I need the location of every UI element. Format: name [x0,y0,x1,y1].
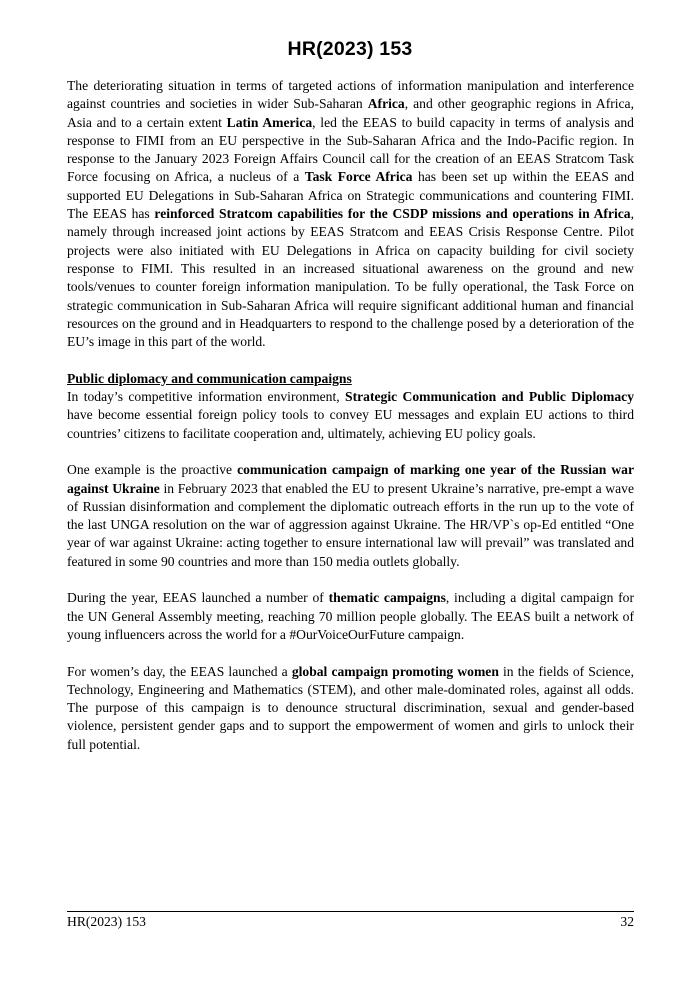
body-paragraph [67,461,634,571]
text-run: One example is the proactive [67,462,238,478]
page-title: HR(2023) 153 [287,38,413,60]
document-body [67,77,634,772]
text-run: , namely through increased joint actions by EEAS Stratcom and EEAS Crisis Response Centre. Pilot projects were also initiated with EU Delegations in Africa on capacity building for civil society response to FIMI. This resulted in an increased situational awareness on the ground and new tools/venues to counter foreign information manipulation. To be fully operational, the Task Force on strategic communication in Sub-Saharan Africa will require significant additional human and financial resources on the ground and in Headquarters to respond to the challenge posed by a deterioration of the EU’s image in this part of the world. [67,206,635,350]
bold-text: communication campaign of marking one year of the Russian war against Ukraine [67,462,634,496]
body-paragraph [67,589,634,644]
footer-divider [67,911,634,912]
body-paragraph [67,663,634,754]
bold-text: Task Force Africa [304,169,413,185]
text-run: has been set up within the EEAS and supported EU Delegations in Sub-Saharan Africa on Strategic communications and countering FIMI. The EEAS has [67,169,635,222]
text-run: have become essential foreign policy tools to convey EU messages and explain EU actions to third countries’ citizens to facilitate cooperation and, ultimately, achieving EU policy goals. [67,407,634,441]
bold-text: thematic campaigns [328,590,446,606]
section-paragraph [67,370,634,443]
text-run: , including a digital campaign for the UN General Assembly meeting, reaching 70 million people globally. The EEAS built a network of young influencers across the world for a #OurVoiceOurFuture campaign. [67,590,634,642]
bold-text: Latin America [226,114,313,130]
text-run: , led the EEAS to build capacity in terms of analysis and response to FIMI from an EU perspective in the Sub-Saharan Africa and the Indo-Pacific region. In response to the January 2023 Foreign Affairs Council call for the creation of an EEAS Stratcom Task Force focusing on Africa, a nucleus of a [67,114,634,185]
bold-text: global campaign promoting women [291,663,499,679]
text-run: During the year, EEAS launched a number of [67,590,329,606]
text-run: The deteriorating situation in terms of targeted actions of information manipulation and interference against countries and societies in wider Sub-Saharan [67,78,634,112]
text-run: in the fields of Science, Technology, Engineering and Mathematics (STEM), and other male-dominated roles, against all odds. The purpose of this campaign is to denounce structural discrimination, sexual and gender-based violence, persistent gender gaps and to support the empowerment of women and girls to unlock their full potential. [67,663,634,752]
bold-text: Africa [367,96,405,112]
text-run: , and other geographic regions in Africa, Asia and to a certain extent [67,96,634,130]
section-heading: Public diplomacy and communication campaigns [67,370,352,386]
text-run: In today’s competitive information environment, [67,389,346,405]
text-run: in February 2023 that enabled the EU to present Ukraine’s narrative, pre-empt a wave of Russian disinformation and complement the diplomatic outreach efforts in the run up to the vote of the last UNGA resolution on the war of aggression against Ukraine. The HR/VP`s op-Ed entitled “One year of war against Ukraine: acting together to ensure international law will prevail” was translated and featured in some 90 countries and more than 150 media outlets globally. [67,480,634,569]
bold-text: Strategic Communication and Public Diplomacy [345,389,634,405]
footer-doc-reference: HR(2023) 153 [67,914,146,929]
text-run: For women’s day, the EEAS launched a [67,663,292,679]
bold-text: reinforced Stratcom capabilities for the CSDP missions and operations in Africa [154,206,631,222]
body-paragraph [67,77,634,351]
footer-page-number: 32 [620,914,634,929]
